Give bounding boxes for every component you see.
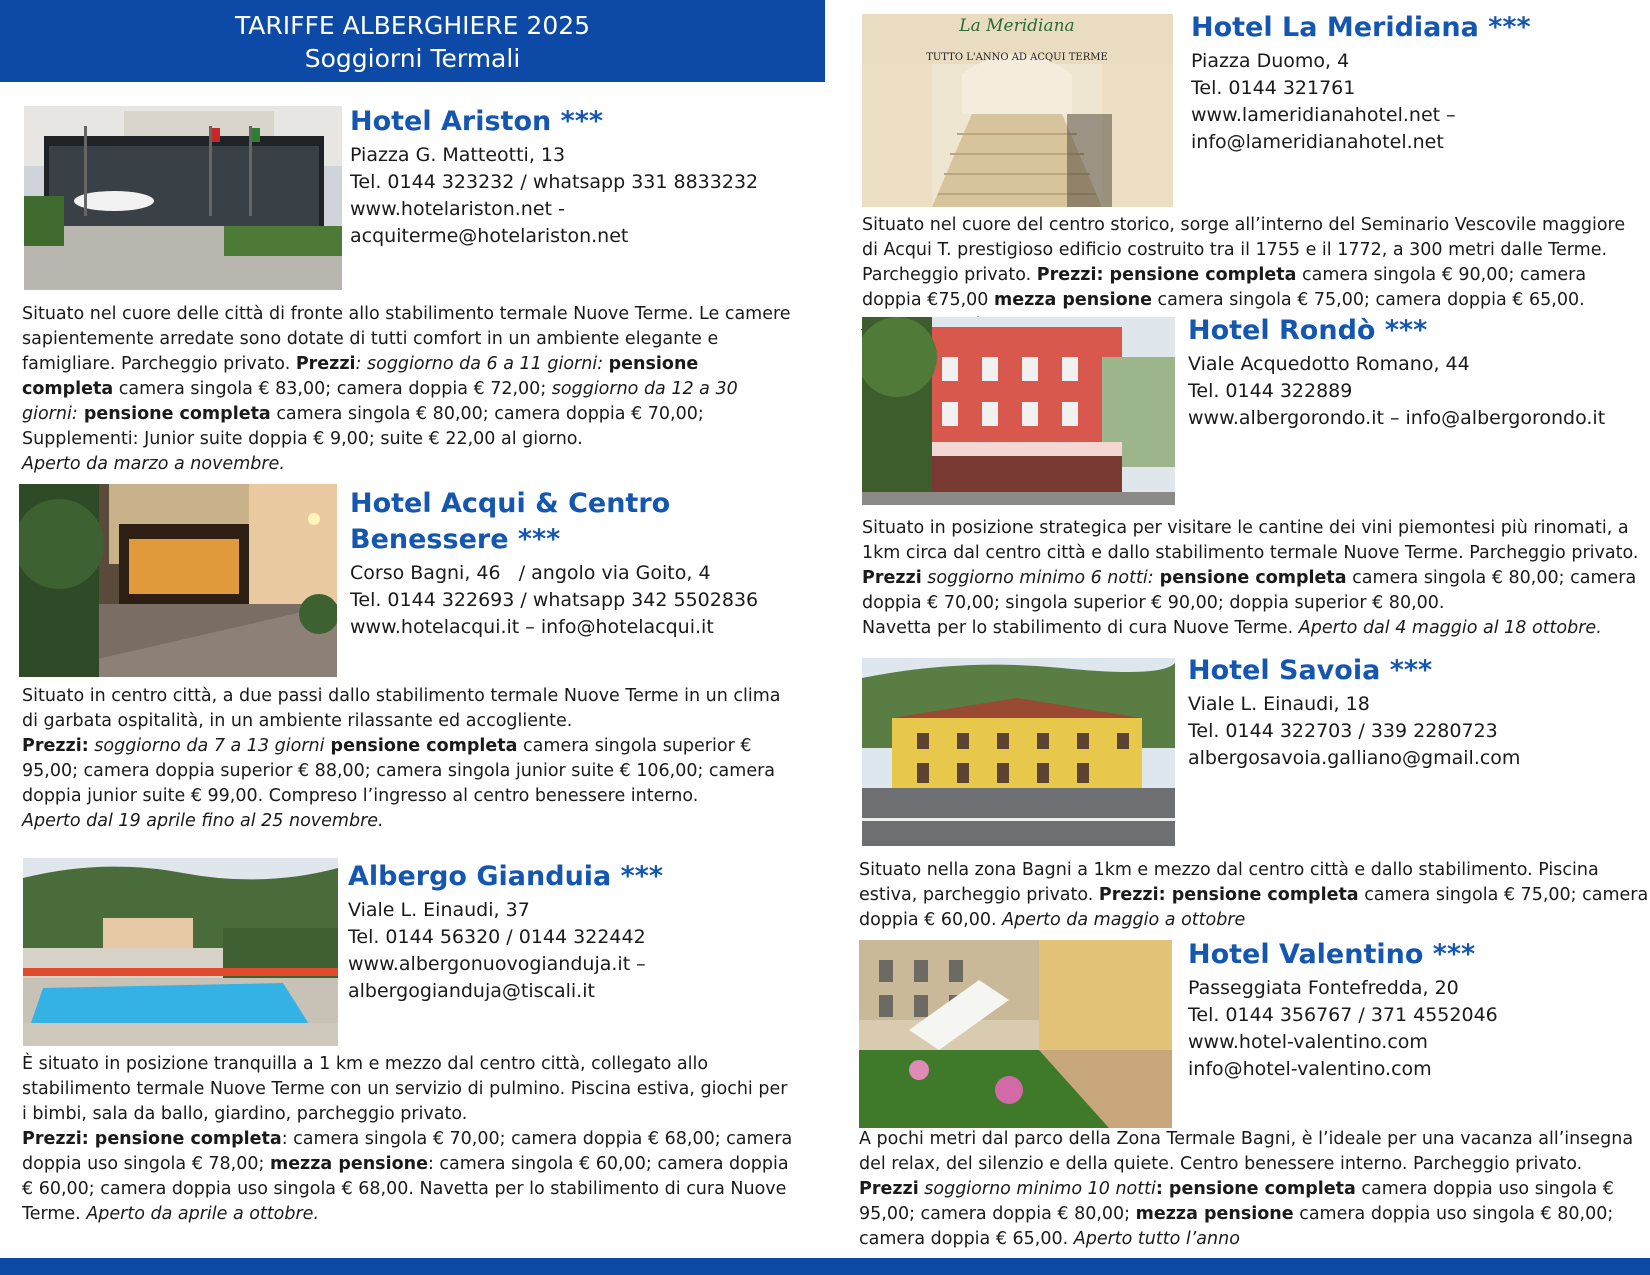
page-header	[0, 0, 825, 82]
hotel-savoia-info	[1188, 653, 1638, 772]
desc-italic: soggiorno da 12 a 30 giorni:	[22, 379, 738, 424]
hotel-ariston-phone: Tel. 0144 323232 / whatsapp 331 8833232	[350, 171, 759, 193]
desc-bold: mezza pensione	[993, 290, 1152, 310]
opening-period: Aperto dal 19 aprile fino al 25 novembre.	[22, 811, 384, 831]
hotel-ariston-description	[22, 302, 792, 477]
albergo-gianduia-description	[22, 1052, 797, 1227]
albergo-gianduia-address: Viale L. Einaudi, 37	[348, 899, 530, 921]
desc-text: camera singola € 75,00; camera doppia € 60,00.	[859, 885, 1649, 930]
desc-bold: Prezzi	[862, 568, 922, 588]
hotel-la-meridiana-address: Piazza Duomo, 4	[1191, 50, 1350, 72]
opening-period: Aperto tutto l’anno	[1073, 1229, 1240, 1249]
opening-period: Aperto da aprile a ottobre.	[86, 1204, 320, 1224]
desc-text: : camera singola € 60,00; camera doppia € 60,00; camera doppia uso singola € 68,00. Navetta per lo stabilimento di cura Nuove Terme.	[22, 1154, 789, 1224]
desc-bold: Prezzi: pensione completa	[1036, 265, 1297, 285]
desc-text: camera singola € 80,00; camera doppia € 70,00; singola superior € 90,00; doppia superior € 80,00.	[862, 568, 1637, 613]
desc-bold: mezza pensione	[1135, 1204, 1294, 1224]
hotel-valentino-description	[859, 1127, 1639, 1252]
hotel-acqui-contacts[interactable]: www.hotelacqui.it – info@hotelacqui.it	[350, 616, 714, 638]
hotel-ariston-photo	[24, 106, 342, 290]
desc-text: camera singola € 80,00; camera doppia € 70,00; Supplementi: Junior suite doppia € 9,00; suite € 22,00 al giorno.	[22, 404, 704, 449]
hotel-savoia-description	[859, 858, 1649, 933]
hotel-ariston-info	[350, 104, 770, 250]
header-subtitle: Soggiorni Termali	[304, 44, 521, 73]
desc-text: Situato nella zona Bagni a 1km e mezzo dal centro città e dallo stabilimento. Piscina estiva, parcheggio privato.	[859, 860, 1599, 905]
desc-bold: Prezzi: pensione completa	[22, 1129, 282, 1149]
header-title: TARIFFE ALBERGHIERE 2025	[234, 11, 591, 40]
hotel-valentino-website[interactable]: www.hotel-valentino.com	[1188, 1031, 1428, 1053]
albergo-gianduia-phone: Tel. 0144 56320 / 0144 322442	[348, 926, 646, 948]
desc-text: camera singola € 83,00; camera doppia € 72,00;	[113, 379, 552, 399]
hotel-rondo-info	[1188, 313, 1638, 432]
hotel-la-meridiana-info	[1191, 10, 1631, 156]
desc-text: È situato in posizione tranquilla a 1 km e mezzo dal centro città, collegato allo stabilimento termale Nuove Terme con un servizio di pulmino. Piscina estiva, giochi per i bimbi, sala da ballo, giardino, parcheggio privato.	[22, 1054, 788, 1124]
hotel-savoia-email[interactable]: albergosavoia.galliano@gmail.com	[1188, 747, 1521, 769]
desc-text: Situato nel cuore delle città di fronte allo stabilimento termale Nuove Terme. Le camere sapientemente arredate sono dotate di tutti comfort in un ambiente elegante e famigliare. Parcheggio privato.	[22, 304, 791, 374]
meridiana-motto-text: TUTTO L'ANNO AD ACQUI TERME	[926, 52, 1108, 63]
desc-text: Situato nel cuore del centro storico, sorge all’interno del Seminario Vescovile maggiore di Acqui T. prestigioso edificio costruito tra il 1755 e il 1772, a 300 metri dalle Terme. Parcheggio privato.	[862, 215, 1626, 285]
desc-text: : camera singola € 70,00; camera doppia € 68,00; camera doppia uso singola € 78,00;	[22, 1129, 793, 1174]
opening-period: Aperto da marzo a novembre.	[22, 454, 285, 474]
hotel-acqui-description	[22, 684, 797, 834]
hotel-ariston-name: Hotel Ariston ***	[350, 106, 603, 137]
desc-bold: Prezzi:	[22, 736, 89, 756]
desc-bold: Prezzi	[295, 354, 356, 374]
footer-bar	[0, 1258, 1650, 1275]
hotel-la-meridiana-phone: Tel. 0144 321761	[1191, 77, 1356, 99]
hotel-rondo-photo	[862, 317, 1175, 505]
hotel-la-meridiana-photo	[862, 14, 1173, 207]
desc-text: camera doppia uso singola € 80,00; camera doppia € 65,00.	[859, 1204, 1614, 1249]
hotel-savoia-phone: Tel. 0144 322703 / 339 2280723	[1188, 720, 1498, 742]
desc-bold: mezza pensione	[269, 1154, 428, 1174]
hotel-rondo-name: Hotel Rondò ***	[1188, 315, 1428, 346]
hotel-la-meridiana-email[interactable]: info@lameridianahotel.net	[1191, 131, 1444, 153]
hotel-valentino-email[interactable]: info@hotel-valentino.com	[1188, 1058, 1432, 1080]
desc-text: camera singola € 90,00; camera doppia €75,00	[862, 265, 1587, 310]
hotel-valentino-photo	[859, 940, 1172, 1128]
hotel-valentino-address: Passeggiata Fontefredda, 20	[1188, 977, 1459, 999]
desc-text: camera singola € 75,00; camera doppia € 65,00.	[1151, 290, 1585, 310]
hotel-valentino-name: Hotel Valentino ***	[1188, 939, 1476, 970]
hotel-valentino-phone: Tel. 0144 356767 / 371 4552046	[1188, 1004, 1498, 1026]
opening-period: Aperto da maggio a ottobre	[1002, 910, 1246, 930]
hotel-la-meridiana-name: Hotel La Meridiana ***	[1191, 12, 1531, 43]
desc-italic: soggiorno da 7 a 13 giorni	[88, 736, 325, 756]
albergo-gianduia-info	[348, 859, 788, 1005]
desc-text: Situato in centro città, a due passi dallo stabilimento termale Nuove Terme in un clima di garbata ospitalità, in un ambiente rilassante ed accogliente.	[22, 686, 781, 731]
desc-text: Situato in posizione strategica per visitare le cantine dei vini piemontesi più rinomati, a 1km circa dal centro città e dallo stabilimento termale Nuove Terme. Parcheggio privato.	[862, 518, 1639, 563]
desc-bold: pensione completa	[77, 404, 271, 424]
desc-italic: : soggiorno da 6 a 11 giorni:	[355, 354, 609, 374]
desc-bold: pensione completa	[324, 736, 518, 756]
albergo-gianduia-photo	[23, 858, 338, 1046]
hotel-acqui-info	[350, 486, 790, 641]
hotel-rondo-contacts[interactable]: www.albergorondo.it – info@albergorondo.it	[1188, 407, 1606, 429]
hotel-ariston-website[interactable]: www.hotelariston.net -	[350, 198, 565, 220]
desc-bold: pensione completa	[1153, 568, 1347, 588]
albergo-gianduia-email[interactable]: albergogianduja@tiscali.it	[348, 980, 595, 1002]
desc-bold: pensione completa	[22, 354, 699, 399]
desc-text: A pochi metri dal parco della Zona Termale Bagni, è l’ideale per una vacanza all’insegna del relax, del silenzio e della quiete. Centro benessere interno. Parcheggio privato.	[859, 1129, 1634, 1174]
hotel-ariston-address: Piazza G. Matteotti, 13	[350, 144, 566, 166]
desc-text: Navetta per lo stabilimento di cura Nuove Terme.	[862, 618, 1299, 638]
albergo-gianduia-name: Albergo Gianduia ***	[348, 861, 664, 892]
hotel-valentino-info	[1188, 937, 1638, 1083]
desc-bold: Prezzi: pensione completa	[1098, 885, 1359, 905]
hotel-ariston-email[interactable]: acquiterme@hotelariston.net	[350, 225, 629, 247]
hotel-acqui-address: Corso Bagni, 46 / angolo via Goito, 4	[350, 562, 711, 584]
desc-bold: : pensione completa	[1155, 1179, 1356, 1199]
hotel-rondo-description	[862, 516, 1642, 641]
hotel-savoia-address: Viale L. Einaudi, 18	[1188, 693, 1370, 715]
desc-text: camera singola superior € 95,00; camera doppia superior € 88,00; camera singola junior suite € 106,00; camera doppia junior suite € 99,00. Compreso l’ingresso al centro benessere interno.	[22, 736, 776, 806]
desc-bold: Prezzi	[859, 1179, 919, 1199]
desc-italic: soggiorno minimo 10 notti	[918, 1179, 1156, 1199]
hotel-la-meridiana-website[interactable]: www.lameridianahotel.net –	[1191, 104, 1456, 126]
meridiana-logo-text: La Meridiana	[959, 16, 1075, 36]
hotel-rondo-phone: Tel. 0144 322889	[1188, 380, 1353, 402]
albergo-gianduia-website[interactable]: www.albergonuovogianduja.it –	[348, 953, 646, 975]
desc-text: camera doppia uso singola € 95,00; camera doppia € 80,00;	[859, 1179, 1614, 1224]
hotel-rondo-address: Viale Acquedotto Romano, 44	[1188, 353, 1470, 375]
hotel-savoia-name: Hotel Savoia ***	[1188, 655, 1433, 686]
hotel-acqui-phone: Tel. 0144 322693 / whatsapp 342 5502836	[350, 589, 759, 611]
hotel-acqui-photo	[19, 484, 337, 677]
opening-period: Aperto dal 4 maggio al 18 ottobre.	[1298, 618, 1602, 638]
desc-italic: soggiorno minimo 6 notti:	[921, 568, 1154, 588]
hotel-savoia-photo	[862, 658, 1175, 846]
hotel-acqui-name: Hotel Acqui & Centro Benessere ***	[350, 488, 671, 555]
